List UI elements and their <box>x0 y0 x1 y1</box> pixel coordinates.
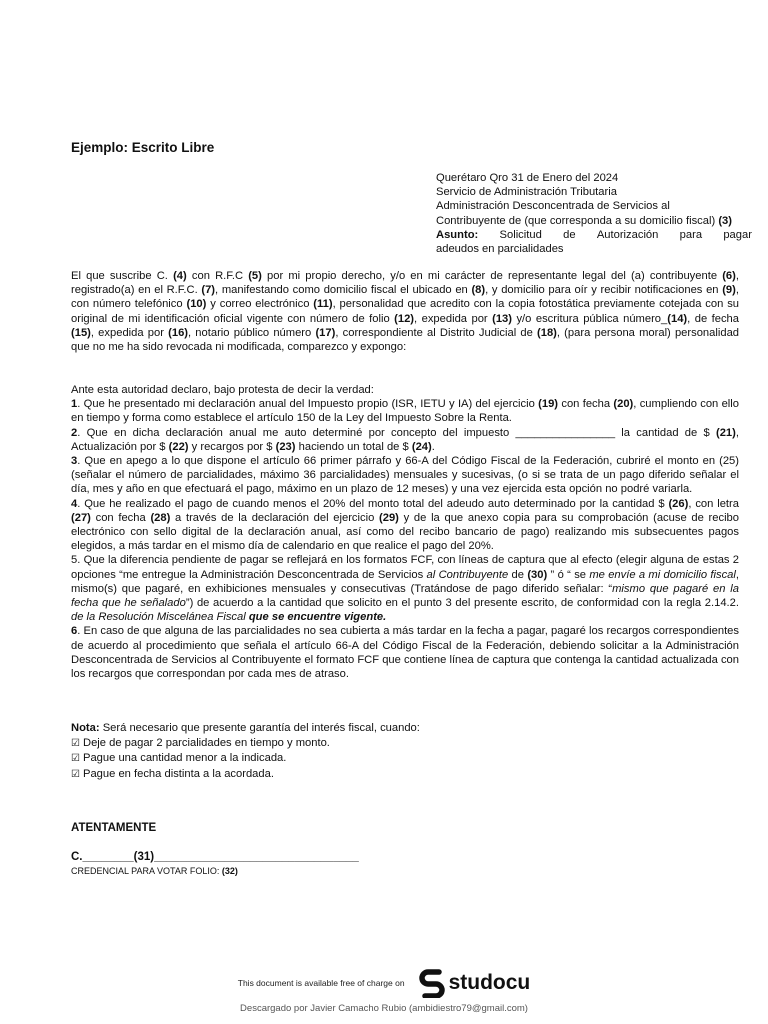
declaration-6: 6. En caso de que alguna de las parcialidades no sea cubierta a más tardar en la fecha a pagar, pagaré los recargos correspondientes de acuerdo al procedimiento que señala el artículo 66-A del Código Fiscal de la Federación, debiendo solicitar a la Administración Desconcentrada de Servicios al Contribuyente el formato FCF que contiene línea de captura que contenga la cantidad actualizada con los recargos que correspondan por cada mes de atraso. <box>71 625 739 681</box>
downloaded-by: Descargado por Javier Camacho Rubio (ambidiestro79@gmail.com) <box>240 1003 528 1014</box>
declaration-1: 1. Que he presentado mi declaración anual del Impuesto propio (ISR, IETU y IA) del ejercicio (19) con fecha (20), cumpliendo con ello en tiempo y forma como establece el artículo 150 de la Ley del Impuesto Sobre la Renta. <box>71 398 740 425</box>
address-line-contribuyente: Contribuyente de (que corresponda a su domicilio fiscal) (3) <box>436 214 733 227</box>
atentamente: ATENTAMENTE <box>71 822 157 834</box>
signature-line: C.________(31)________________________________ <box>71 851 359 863</box>
declarations <box>71 383 739 681</box>
credencial-line: CREDENCIAL PARA VOTAR FOLIO: (32) <box>71 866 238 876</box>
asunto-line: Asunto: Solicitud de Autorización para pagar <box>436 228 752 241</box>
checkbox-icon: ☑ <box>71 753 80 765</box>
list-item: ☑ Deje de pagar 2 parcialidades en tiempo y monto. <box>71 736 420 751</box>
address-block <box>436 171 752 256</box>
nota-section: Nota: Será necesario que presente garantía del interés fiscal, cuando: ☑ Deje de pagar 2 parcialidades en tiempo y monto. ☑ Pague una cantidad menor a la indicada. ☑ Pague en fecha distinta a la acordada. <box>71 721 420 782</box>
nota-list <box>71 736 420 782</box>
list-item: ☑ Pague en fecha distinta a la acordada. <box>71 767 420 782</box>
address-line-sat: Servicio de Administración Tributaria <box>436 186 617 199</box>
available-text: This document is available free of charge on <box>237 978 405 988</box>
asunto-label: Asunto: <box>436 228 479 241</box>
address-line-admin: Administración Desconcentrada de Servicios al <box>436 200 670 213</box>
declaration-3: 3. Que en apego a lo que dispone el artículo 66 primer párrafo y 66-A del Código Fiscal de la Federación, cubriré el monto en (25) (señalar el número de parcialidades, máximo 36 parcialidades) mensuales y sucesivas, (o si se trata de un pago diferido señalar el día, mes y año en que efectuará el pago, máximo en un plazo de 12 meses) y una vez ejercida esta opción no podré variarla. <box>71 455 739 496</box>
intro-paragraph: El que suscribe C. (4) con R.F.C (5) por mi propio derecho, y/o en mi carácter de representante legal del (a) contribuyente (6), registrado(a) en el R.F.C. (7), manifestando como domicilio fiscal el ubicado en (8), y domicilio para oír y recibir notificaciones en (9), con número telefónico (10) y correo electrónico (11), personalidad que acredito con la copia fotostática previamente cotejada con su original de mi identificación oficial vigente con número de folio (12), expedida por (13) y/o escritura pública número_(14), de fecha (15), expedida por (16), notario público número (17), correspondiente al Distrito Judicial de (18), (para persona moral) personalidad que no me ha sido revocada ni modificada, comparezco y expongo: <box>71 270 740 354</box>
footer-branding <box>0 968 768 998</box>
document-title: Ejemplo: Escrito Libre <box>71 140 215 155</box>
address-line-date: Querétaro Qro 31 de Enero del 2024 <box>436 172 619 184</box>
declaration-intro: Ante esta autoridad declaro, bajo protesta de decir la verdad: <box>71 384 374 396</box>
checkbox-icon: ☑ <box>71 768 80 780</box>
declaration-2: 2. Que en dicha declaración anual me auto determiné por concepto del impuesto ________________ la cantidad de $ (21), Actualización por $ (22) y recargos por $ (23) haciendo un total de $ (24). <box>71 426 739 453</box>
declaration-4: 4. Que he realizado el pago de cuando menos el 20% del monto total del adeudo auto determinado por la cantidad $ (26), con letra (27) con fecha (28) a través de la declaración del ejercicio (29) y de la que anexo copia para su comprobación (acuse de recibo electrónico con sello digital de la declaración anual, así como del recibo bancario de pago) realizando mis subsecuentes pagos elegidos, a más tardar en el mismo día de calendario en que realice el pago del 20%. <box>71 497 739 553</box>
nota-label: Nota: <box>71 722 100 734</box>
studocu-logo[interactable]: studocu <box>419 968 531 998</box>
asunto-line-2: adeudos en parcialidades <box>436 243 564 256</box>
checkbox-icon: ☑ <box>71 738 80 750</box>
list-item: ☑ Pague una cantidad menor a la indicada. <box>71 751 420 766</box>
declaration-5: 5. Que la diferencia pendiente de pagar se reflejará en los formatos FCF, con líneas de captura que al efecto (elegir alguna de estas 2 opciones “me entregue la Administración Desconcentrada de Servicios al Contribuyente de (30) ” ó “ se me envíe a mi domicilio fiscal, mismo(s) que pagaré, en exhibiciones mensuales y consecutivas (Tratándose de pago diferido señalar: “mismo que pagaré en la fecha que he señalado”) de acuerdo a la cantidad que solicito en el punto 3 del presente escrito, de conformidad con la regla 2.14.2. de la Resolución Miscelánea Fiscal que se encuentre vigente. <box>71 554 739 624</box>
studocu-icon <box>419 968 445 998</box>
